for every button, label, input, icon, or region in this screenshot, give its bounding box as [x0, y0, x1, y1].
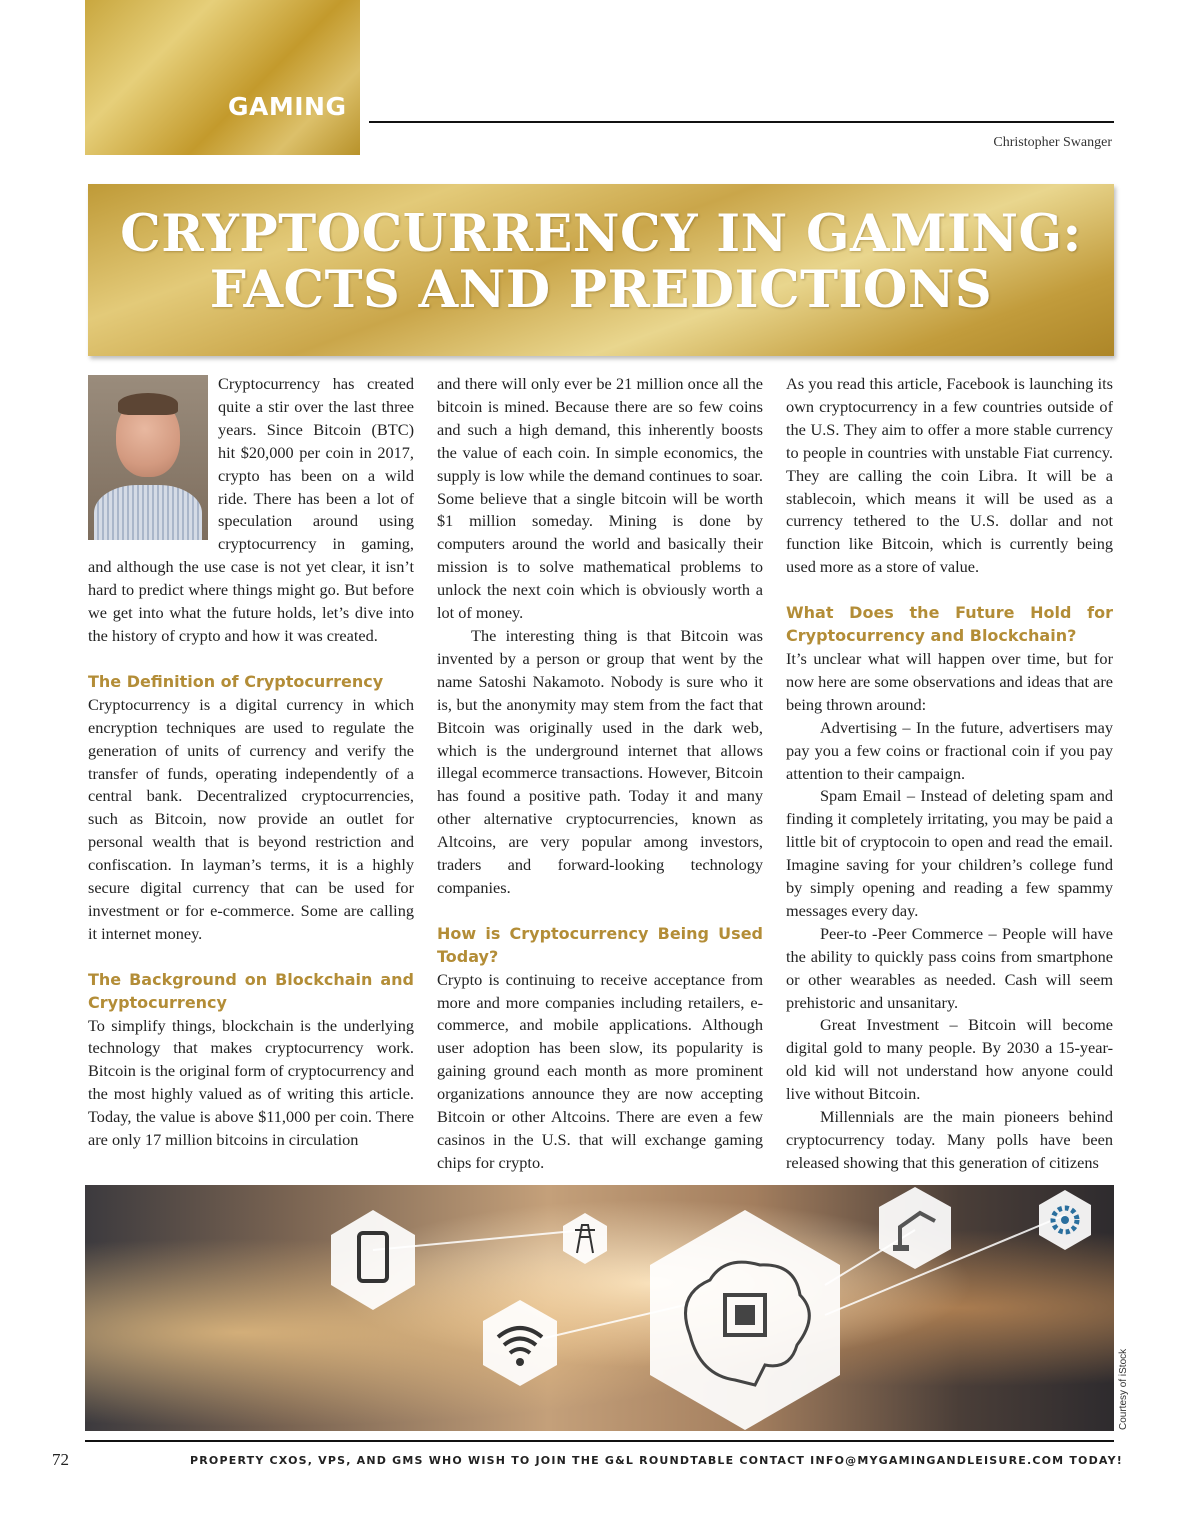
heading-usage: How is Cryptocurrency Being Used Today? — [437, 923, 763, 966]
heading-future: What Does the Future Hold for Cryptocurrency and Blockchain? — [786, 603, 1113, 646]
title-line-1: CRYPTOCURRENCY IN GAMING: — [120, 204, 1082, 264]
author-photo — [88, 375, 208, 540]
heading-definition: The Definition of Cryptocurrency — [88, 671, 384, 691]
wifi-icon — [483, 1300, 557, 1386]
paragraph: Advertising – In the future, advertisers may pay you a few coins or fractional coin if you pay attention to their campaign. — [786, 717, 1113, 783]
column-1 — [88, 373, 414, 1152]
intro-paragraph: Cryptocurrency has created quite a stir over the last three years. Since Bitcoin (BTC) hit $20,000 per coin in 2017, crypto has been on a wild ride. There has been a lot of speculation around using cryptocurrency in gaming, and although the use case is not yet clear, it isn’t hard to predict where things might go. But before we get into what the future holds, let’s dive into the history of crypto and how it was created. — [88, 374, 414, 645]
paragraph: Cryptocurrency is a digital currency in which encryption techniques are used to regulate the generation of units of currency and verify the transfer of funds, operating independently of a central bank. Decentralized cryptocurrencies, such as Bitcoin, now provide an outlet for personal wealth that is beyond restriction and confiscation. In layman’s terms, it is a highly secure digital currency that can be used for investment or for e-commerce. Some are calling it internet money. — [88, 694, 414, 943]
paragraph: Crypto is continuing to receive acceptance from more and more companies including retailers, e-commerce, and mobile applications. Although user adoption has been slow, its popularity is gaining ground each month as more prominent organizations announce they are now accepting Bitcoin or other Altcoins. There are even a few casinos in the U.S. that will exchange gaming chips for crypto. — [437, 969, 763, 1172]
photo-credit: Courtesy of iStock — [1118, 1348, 1129, 1430]
paragraph: Peer-to -Peer Commerce – People will have the ability to quickly pass coins from smartphone or other wearables as needed. Cash will seem prehistoric and unsanitary. — [786, 923, 1113, 1012]
heading-background: The Background on Blockchain and Cryptocurrency — [88, 969, 414, 1012]
paragraph: and there will only ever be 21 million once all the bitcoin is mined. Because there are so few coins and such a high demand, this inherently boosts the value of each coin. In simple economics, the supply is low while the demand continues to soar. Some believe that a single bitcoin will be worth $1 million someday. Mining is done by computers around the world and basically their mission is to solve mathematical problems to unlock the next coin which is obviously worth a lot of money. — [437, 374, 763, 623]
robot-arm-icon — [879, 1187, 951, 1269]
title-line-2: FACTS AND PREDICTIONS — [209, 260, 993, 320]
paragraph: The interesting thing is that Bitcoin was invented by a person or group that went by the name Satoshi Nakamoto. Nobody is sure who it is, but the anonymity may stem from the fact that Bitcoin was originally used in the dark web, which is the underground internet that allows illegal ecommerce transactions. However, Bitcoin has found a positive path. Today it and many other alternative cryptocurrencies, known as Altcoins, are very popular among investors, traders and forward-looking technology companies. — [437, 625, 763, 897]
header-rule — [369, 121, 1114, 123]
paragraph: Spam Email – Instead of deleting spam and finding it completely irritating, you may be paid a little bit of cryptocoin to open and read the email. Imagine saving for your children’s college fund by simply opening and reading a few spammy messages every day. — [786, 786, 1113, 920]
paragraph: As you read this article, Facebook is launching its own cryptocurrency in a few countries outside of the U.S. They aim to offer a more stable currency to people in countries with unstable Fiat currency. They are calling the coin Libra. It will be a stablecoin, which means it will be used as a currency tethered to the U.S. dollar and not function like Bitcoin, which is currently being used more as a store of value. — [786, 374, 1113, 577]
brain-chip-icon — [650, 1210, 840, 1430]
column-3 — [786, 373, 1113, 1175]
column-2 — [437, 373, 763, 1175]
paragraph: To simplify things, blockchain is the underlying technology that makes cryptocurrency work. Bitcoin is the original form of cryptocurrency and the most highly valued as of writing this article. Today, the value is above $11,000 per coin. There are only 17 million bitcoins in circulation — [88, 1015, 414, 1150]
tech-illustration — [85, 1185, 1114, 1431]
gear-icon — [1039, 1190, 1091, 1250]
paragraph: It’s unclear what will happen over time, but for now here are some observations and ideas that are being thrown around: — [786, 648, 1113, 714]
footer-rule — [85, 1440, 1114, 1442]
section-label: GAMING — [228, 92, 347, 121]
article-title — [88, 206, 1114, 318]
power-tower-icon — [563, 1213, 607, 1264]
paragraph: Millennials are the main pioneers behind cryptocurrency today. Many polls have been released showing that this generation of citizens — [786, 1107, 1113, 1172]
author-byline: Christopher Swanger — [993, 135, 1112, 150]
page-number: 72 — [52, 1450, 69, 1469]
paragraph: Great Investment – Bitcoin will become digital gold to many people. By 2030 a 15-year-old kid will not understand how anyone could live without Bitcoin. — [786, 1015, 1113, 1104]
section-tab — [85, 0, 360, 155]
footer-promo: PROPERTY CXOS, VPS, AND GMS WHO WISH TO JOIN THE G&L ROUNDTABLE CONTACT INFO@MYGAMINGANDLEISURE.COM TODAY! — [190, 1454, 1123, 1467]
smartphone-icon — [331, 1210, 415, 1310]
